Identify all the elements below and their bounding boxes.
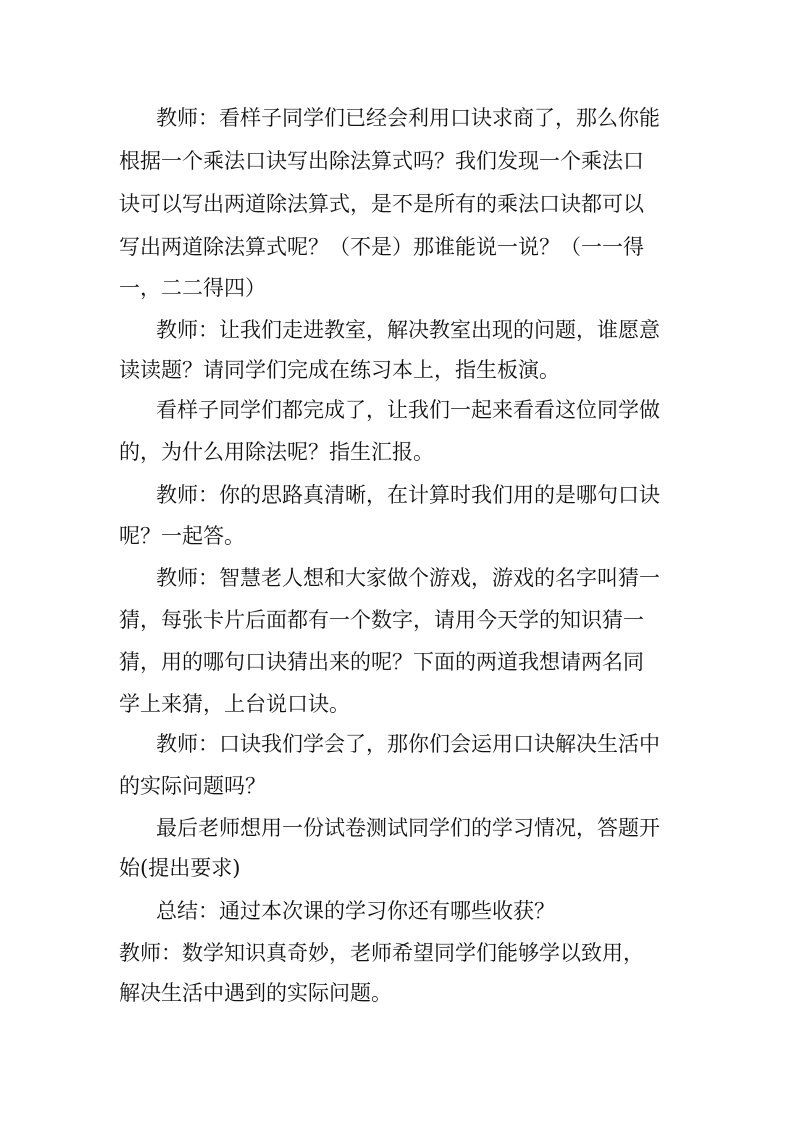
paragraph-1-line-2: 根据一个乘法口诀写出除法算式吗？我们发现一个乘法口 xyxy=(119,149,644,173)
paragraph-7-line-2: 始(提出要求) xyxy=(119,856,241,880)
paragraph-5-line-4: 学上来猜，上台说口诀。 xyxy=(119,692,350,716)
paragraph-9-line-2: 解决生活中遇到的实际问题。 xyxy=(119,981,392,1005)
paragraph-5-line-3: 猜，用的哪句口诀猜出来的呢？下面的两道我想请两名同 xyxy=(119,650,644,674)
paragraph-5-line-1: 教师：智慧老人想和大家做个游戏，游戏的名字叫猜一 xyxy=(156,566,660,590)
paragraph-5-line-2: 猜，每张卡片后面都有一个数字，请用今天学的知识猜一 xyxy=(119,608,644,632)
paragraph-4-line-2: 呢？一起答。 xyxy=(119,524,245,548)
paragraph-8-line-1: 总结：通过本次课的学习你还有哪些收获？ xyxy=(156,899,555,923)
paragraph-1-line-3: 诀可以写出两道除法算式，是不是所有的乘法口诀都可以 xyxy=(119,192,644,216)
paragraph-7-line-1: 最后老师想用一份试卷测试同学们的学习情况，答题开 xyxy=(156,816,660,840)
paragraph-2-line-1: 教师：让我们走进教室，解决教室出现的问题，谁愿意 xyxy=(156,318,660,342)
paragraph-6-line-1: 教师：口诀我们学会了，那你们会运用口诀解决生活中 xyxy=(156,732,660,756)
paragraph-2-line-2: 读读题？请同学们完成在练习本上，指生板演。 xyxy=(119,358,560,382)
paragraph-6-line-2: 的实际问题吗？ xyxy=(119,774,266,798)
paragraph-1-line-4: 写出两道除法算式呢？（不是）那谁能说一说？（一一得 xyxy=(119,235,644,259)
paragraph-1-line-5: 一，二二得四） xyxy=(119,276,266,300)
paragraph-9-line-1: 教师：数学知识真奇妙，老师希望同学们能够学以致用， xyxy=(119,941,644,965)
paragraph-4-line-1: 教师：你的思路真清晰，在计算时我们用的是哪句口诀 xyxy=(156,483,660,507)
paragraph-3-line-1: 看样子同学们都完成了，让我们一起来看看这位同学做 xyxy=(156,398,660,422)
paragraph-1-line-1: 教师：看样子同学们已经会利用口诀求商了，那么你能 xyxy=(156,106,660,130)
paragraph-3-line-2: 的，为什么用除法呢？指生汇报。 xyxy=(119,440,434,464)
